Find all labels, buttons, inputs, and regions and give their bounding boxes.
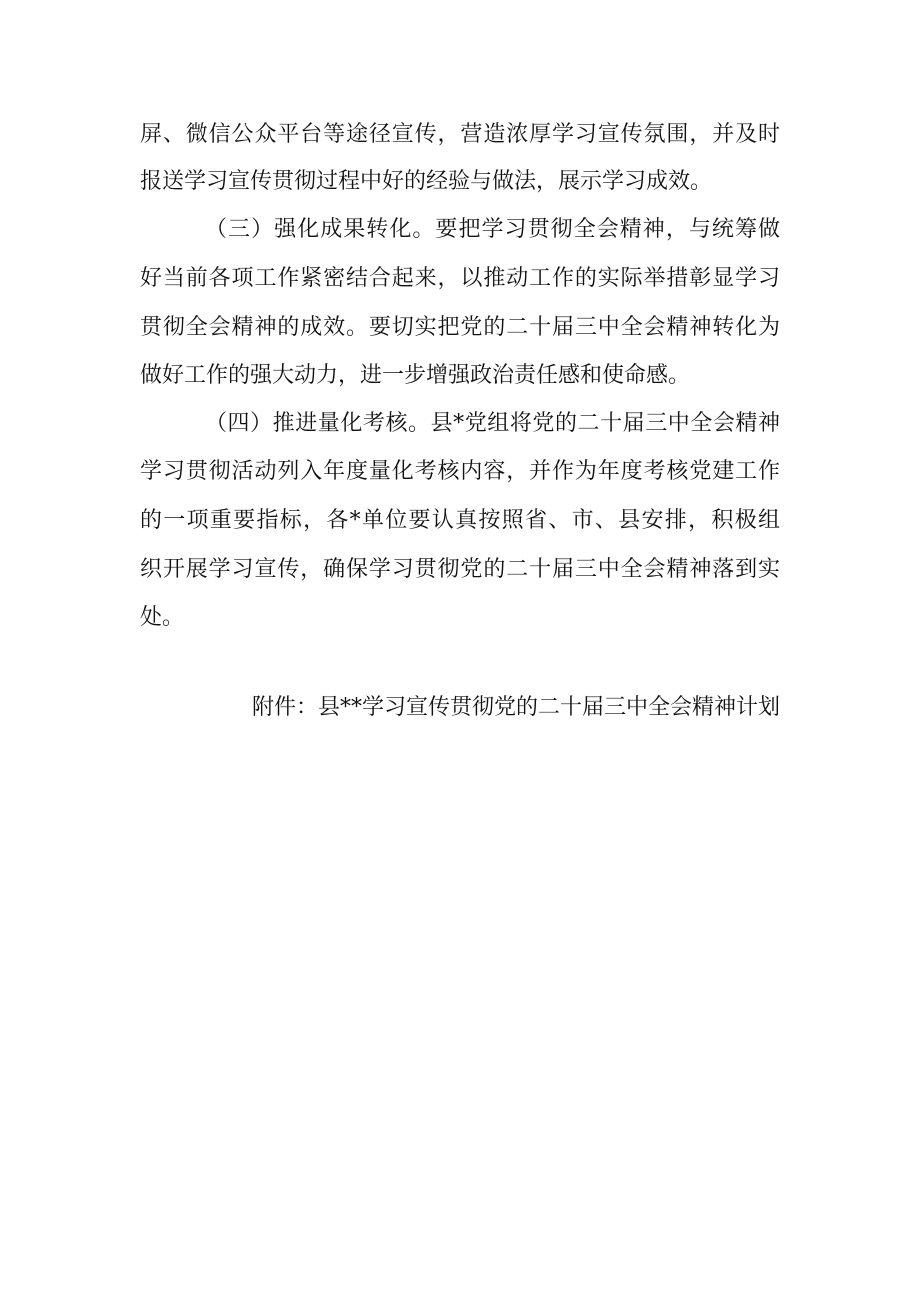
section-3-heading-line: （三）强化成果转化。要把学习贯彻全会精神，与统筹做 [205, 217, 780, 242]
section-4-heading-line: （四）推进量化考核。县*党组将党的二十届三中全会精神 [205, 411, 780, 436]
paragraph-line: 学习贯彻活动列入年度量化考核内容，并作为年度考核党建工作 [140, 459, 780, 484]
paragraph-line: 贯彻全会精神的成效。要切实把党的二十届三中全会精神转化为 [140, 315, 780, 340]
paragraph-line: 好当前各项工作紧密结合起来，以推动工作的实际举措彰显学习 [140, 266, 780, 291]
paragraph-line: 处。 [140, 605, 185, 630]
paragraph-line: 的一项重要指标，各*单位要认真按照省、市、县安排，积极组 [140, 508, 780, 533]
paragraph-line: 做好工作的强大动力，进一步增强政治责任感和使命感。 [140, 363, 691, 388]
paragraph-line: 织开展学习宣传，确保学习贯彻党的二十届三中全会精神落到实 [140, 557, 780, 582]
paragraph-line: 报送学习宣传贯彻过程中好的经验与做法，展示学习成效。 [140, 169, 713, 194]
attachment-note: 附件：县**学习宣传贯彻党的二十届三中全会精神计划 [251, 695, 780, 720]
paragraph-line: 屏、微信公众平台等途径宣传，营造浓厚学习宣传氛围，并及时 [140, 122, 780, 147]
